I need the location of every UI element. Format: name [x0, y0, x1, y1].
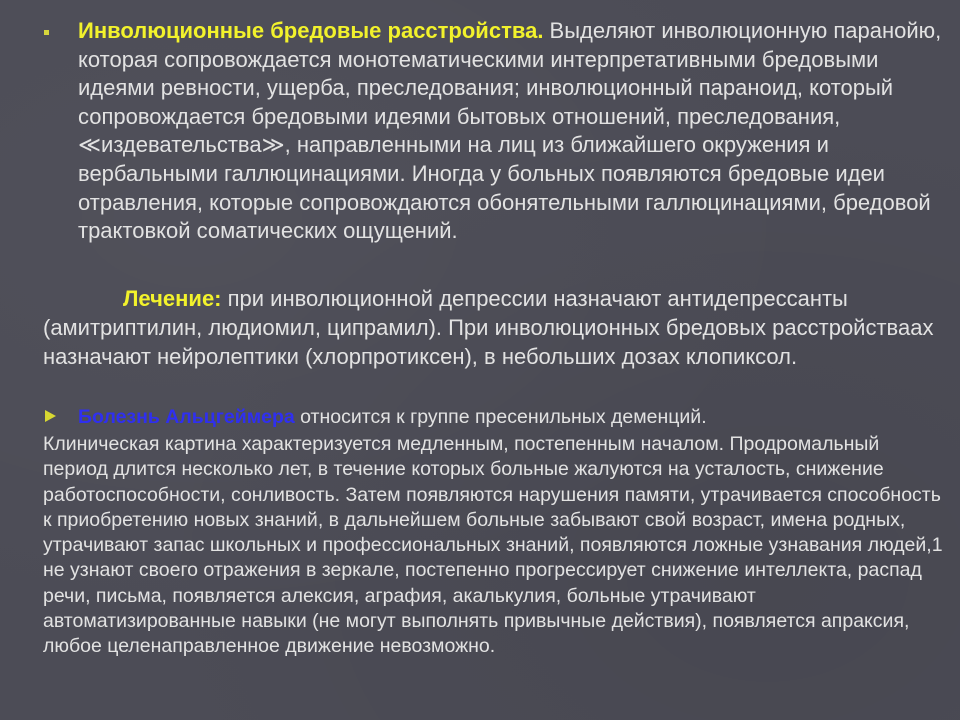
heading-involutional-delusional: Инволюционные бредовые расстройства.	[78, 18, 544, 43]
paragraph-alzheimer-heading	[78, 404, 938, 430]
paragraph-involutional-delusional	[78, 17, 948, 246]
heading-alzheimer: Болезнь Альцгеймера	[78, 406, 295, 428]
heading-treatment: Лечение:	[123, 286, 222, 311]
paragraph-treatment	[43, 284, 948, 371]
triangle-bullet-icon	[45, 410, 56, 422]
text-involutional-delusional: Выделяют инволюционную паранойю, которая сопровождается монотематическими интерпретативными бредовыми идеями ревности, ущерба, преследования; инволюционный параноид, который сопровождается бредовыми идеями бытовых отношений, преследования, ≪издевательства≫, направленными на лиц из ближайшего окружения и вербальными галлюцинациями. Иногда у больных появляются бредовые идеи отравления, которые сопровождаются обонятельными галлюцинациями, бредовой трактовкой соматических ощущений.	[78, 18, 942, 244]
square-bullet-icon	[44, 30, 49, 35]
text-treatment: при инволюционной депрессии назначают антидепрессанты (амитриптилин, людиомил, ципрамил). При инволюционных бредовых расстройстваах назначают нейролептики (хлорпротиксен), в небольших дозах клопиксол.	[43, 286, 934, 369]
text-alzheimer-intro: относится к группе пресенильных деменций.	[294, 406, 707, 428]
paragraph-clinical-picture: Клиническая картина характеризуется медленным, постепенным началом. Продромальный период длится несколько лет, в течение которых больные жалуются на усталость, снижение работоспособности, сонливость. Затем появляются нарушения памяти, утрачивается способность к приобретению новых знаний, в дальнейшем больные забывают свой возраст, имена родных, утрачивают запас школьных и профессиональных знаний, появляются ложные узнавания людей,1 не узнают своего отражения в зеркале, постепенно прогрессирует снижение интеллекта, распад речи, письма, появляется алексия, аграфия, акалькулия, больные утрачивают автоматизированные навыки (не могут выполнять привычные действия), появляется апраксия, любое целенаправленное движение невозможно.	[43, 433, 943, 658]
